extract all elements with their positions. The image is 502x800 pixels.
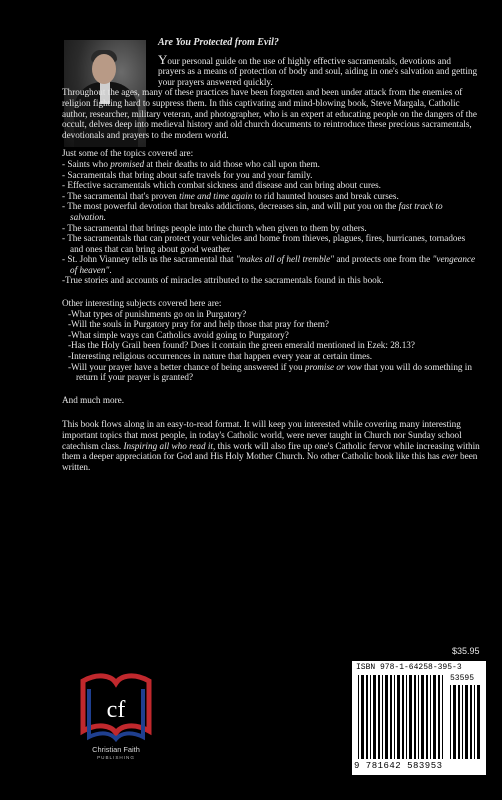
list-item: - Sacramentals that bring about safe travels for you and your family. <box>62 169 313 180</box>
svg-text:cf: cf <box>106 697 126 723</box>
intro-paragraph-1: Your personal guide on the use of highly effective sacramentals, devotions and prayers as a means of protection of body and soul, aiding in one's salvation and getting your prayers answered quickly. <box>158 51 478 87</box>
price-label: $35.95 <box>452 646 480 656</box>
barcode-addon-bars-icon <box>450 685 482 759</box>
list-item: -What types of punishments go on in Purgatory? <box>68 308 247 319</box>
barcode-number: 9 781642 583953 <box>354 761 443 771</box>
barcode-bars-icon <box>358 675 446 759</box>
barcode <box>352 661 486 775</box>
headline: Are You Protected from Evil? <box>158 37 279 48</box>
list-item: - The sacramental that's proven time and time again to rid haunted houses and break curses. <box>62 190 399 201</box>
list-item: - The sacramentals that can protect your vehicles and home from thieves, plagues, fires, hurricanes, tornadoes and ones that can bring about good weather. <box>62 233 466 254</box>
list-item: -True stories and accounts of miracles attributed to the sacramentals found in this book. <box>62 275 384 286</box>
subjects-heading: Other interesting subjects covered here are: <box>62 298 222 309</box>
publisher-name: Christian Faith <box>92 745 140 754</box>
topics-list <box>62 159 480 286</box>
back-cover-text <box>62 38 480 472</box>
list-item: - Effective sacramentals which combat sickness and disease and can bring about cures. <box>62 180 381 191</box>
list-item: - Saints who promised at their deaths to aid those who call upon them. <box>62 158 320 169</box>
list-item: - The most powerful devotion that breaks addictions, decreases sin, and will put you on the fast track to salvation. <box>62 201 443 222</box>
intro-section <box>62 38 480 87</box>
barcode-addon: 53595 <box>450 674 475 683</box>
list-item: -Will your prayer have a better chance of being answered if you promise or vow that you will do something in return if your prayer is granted? <box>68 361 472 383</box>
intro-paragraph-2: Throughout the ages, many of these practices have been forgotten and been under attack from the enemies of religion fighting hard to suppress them. In this captivating and mind-blowing book, Steve Margala, Catholic author, researcher, military veteran, and photographer, who is an expert at educating people on the dangers of the occult, delves deep into medieval history and old church documents to reintroduce these precious sacramentals, devotionals and prayers to the modern world. <box>62 87 477 140</box>
closing-paragraph: This book flows along in an easy-to-read format. It will keep you interested while covering many interesting important topics that most people, in today's Catholic world, were never taught in Church nor Sunday school catechism class. Inspiring all who read it, this work will also fire up one's Catholic fervor while increasing within them a deeper appreciation for God and His Holy Mother Church. No other Catholic book like this has ever been written. <box>62 419 480 472</box>
publisher-sub: PUBLISHING <box>97 755 135 760</box>
topics-heading: Just some of the topics covered are: <box>62 148 194 159</box>
list-item: - St. John Vianney tells us the sacramental that "makes all of hell tremble" and protects one from the "vengeance of heaven". <box>62 254 476 275</box>
list-item: -What simple ways can Catholics avoid going to Purgatory? <box>68 329 289 340</box>
list-item: - The sacramental that brings people into the church when given to them by others. <box>62 222 367 233</box>
list-item: -Has the Holy Grail been found? Does it contain the green emerald mentioned in Ezek: 28.13? <box>68 340 415 351</box>
subjects-list <box>62 309 480 383</box>
list-item: -Interesting religious occurrences in nature that happen every year at certain times. <box>68 351 373 362</box>
publisher-logo <box>75 669 157 764</box>
list-item: -Will the souls in Purgatory pray for and help those that pray for them? <box>68 319 329 330</box>
book-logo-icon <box>75 669 157 745</box>
and-much-more: And much more. <box>62 394 125 405</box>
isbn-text: ISBN 978-1-64258-395-3 <box>356 663 462 672</box>
